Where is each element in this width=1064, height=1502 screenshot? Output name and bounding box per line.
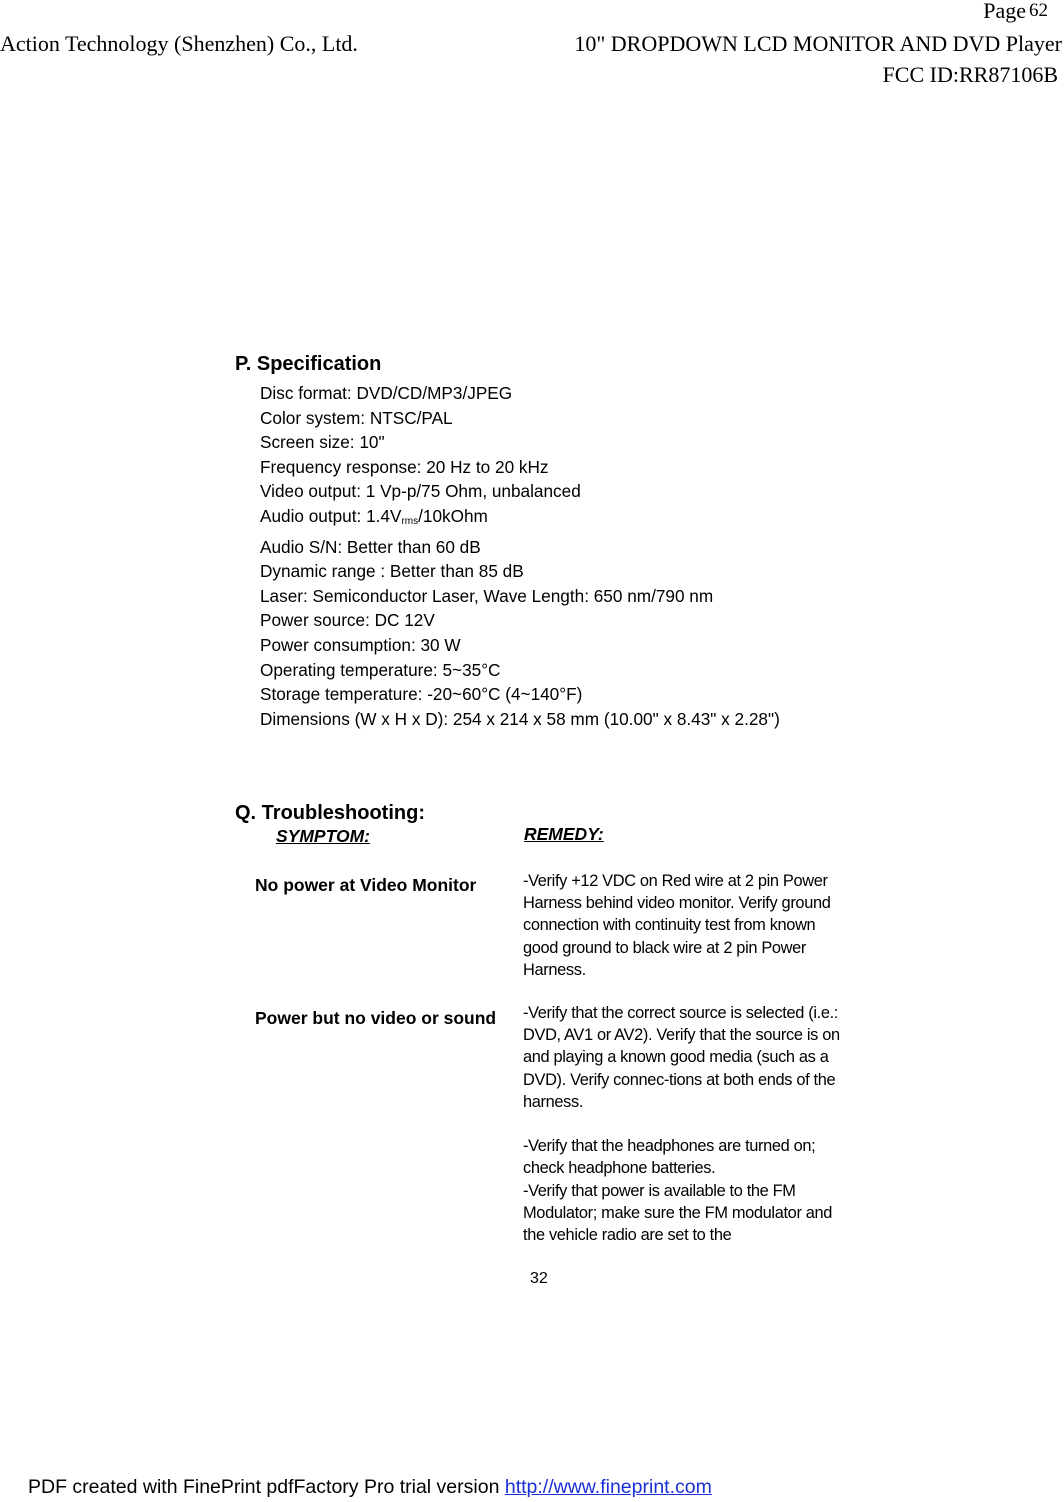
remedy-text: -Verify that power is available to the FM Modulator; make sure the FM modulator and the vehicle radio are set to the	[523, 1182, 833, 1245]
specification-list	[260, 381, 780, 731]
spec-item: Color system: NTSC/PAL	[260, 407, 453, 428]
remedy-text: -Verify that the correct source is selected (i.e.: DVD, AV1 or AV2). Verify that the source is on and playing a known good media (such as a DVD). Verify connec-tions at both ends of the harness.	[523, 1004, 840, 1111]
spec-item: Screen size: 10"	[260, 432, 385, 453]
spec-item: Laser: Semiconductor Laser, Wave Length: 650 nm/790 nm	[260, 585, 714, 606]
spec-item-audio-output	[260, 504, 780, 535]
remedy-text: -Verify +12 VDC on Red wire at 2 pin Power Harness behind video monitor. Verify ground connection with continuity test from known good ground to black wire at 2 pin Power Harness.	[523, 872, 831, 979]
product-title: 10" DROPDOWN LCD MONITOR AND DVD Player	[574, 31, 1062, 56]
spec-item: Video output: 1 Vp-p/75 Ohm, unbalanced	[260, 481, 581, 502]
remedy-header: REMEDY:	[524, 824, 604, 844]
symptom-header: SYMPTOM:	[276, 826, 370, 846]
company-name: Action Technology (Shenzhen) Co., Ltd.	[0, 31, 358, 56]
spec-item: Power consumption: 30 W	[260, 634, 461, 655]
spec-item: Storage temperature: -20~60°C (4~140°F)	[260, 684, 583, 705]
page-label: Page	[983, 0, 1026, 23]
spec-item: Frequency response: 20 Hz to 20 kHz	[260, 456, 549, 477]
audio-output-suffix: /10kOhm	[418, 505, 488, 526]
spec-item: Disc format: DVD/CD/MP3/JPEG	[260, 383, 513, 403]
scan-page-number: 32	[530, 1270, 548, 1287]
symptom-text: Power but no video or sound	[255, 1008, 497, 1028]
specification-title: P. Specification	[235, 353, 382, 375]
spec-item: Operating temperature: 5~35°C	[260, 659, 501, 680]
spec-item: Power source: DC 12V	[260, 610, 435, 631]
fcc-id: FCC ID:RR87106B	[882, 62, 1058, 87]
audio-output-sub: rms	[401, 515, 419, 527]
troubleshooting-title: Q. Troubleshooting:	[235, 802, 425, 824]
remedy-text: -Verify that the headphones are turned on; check headphone batteries.	[523, 1137, 816, 1178]
symptom-text: No power at Video Monitor	[255, 875, 477, 895]
spec-item: Dynamic range : Better than 85 dB	[260, 561, 524, 582]
footer-text: PDF created with FinePrint pdfFactory Pro trial version	[28, 1476, 505, 1498]
footer-link[interactable]: http://www.fineprint.com	[504, 1476, 712, 1498]
pdf-footer	[28, 1476, 712, 1499]
page-number: 62	[1029, 0, 1048, 21]
spec-item: Dimensions (W x H x D): 254 x 214 x 58 mm (10.00" x 8.43" x 2.28")	[260, 708, 780, 729]
audio-output-prefix: Audio output: 1.4V	[260, 505, 402, 526]
spec-item: Audio S/N: Better than 60 dB	[260, 536, 481, 557]
